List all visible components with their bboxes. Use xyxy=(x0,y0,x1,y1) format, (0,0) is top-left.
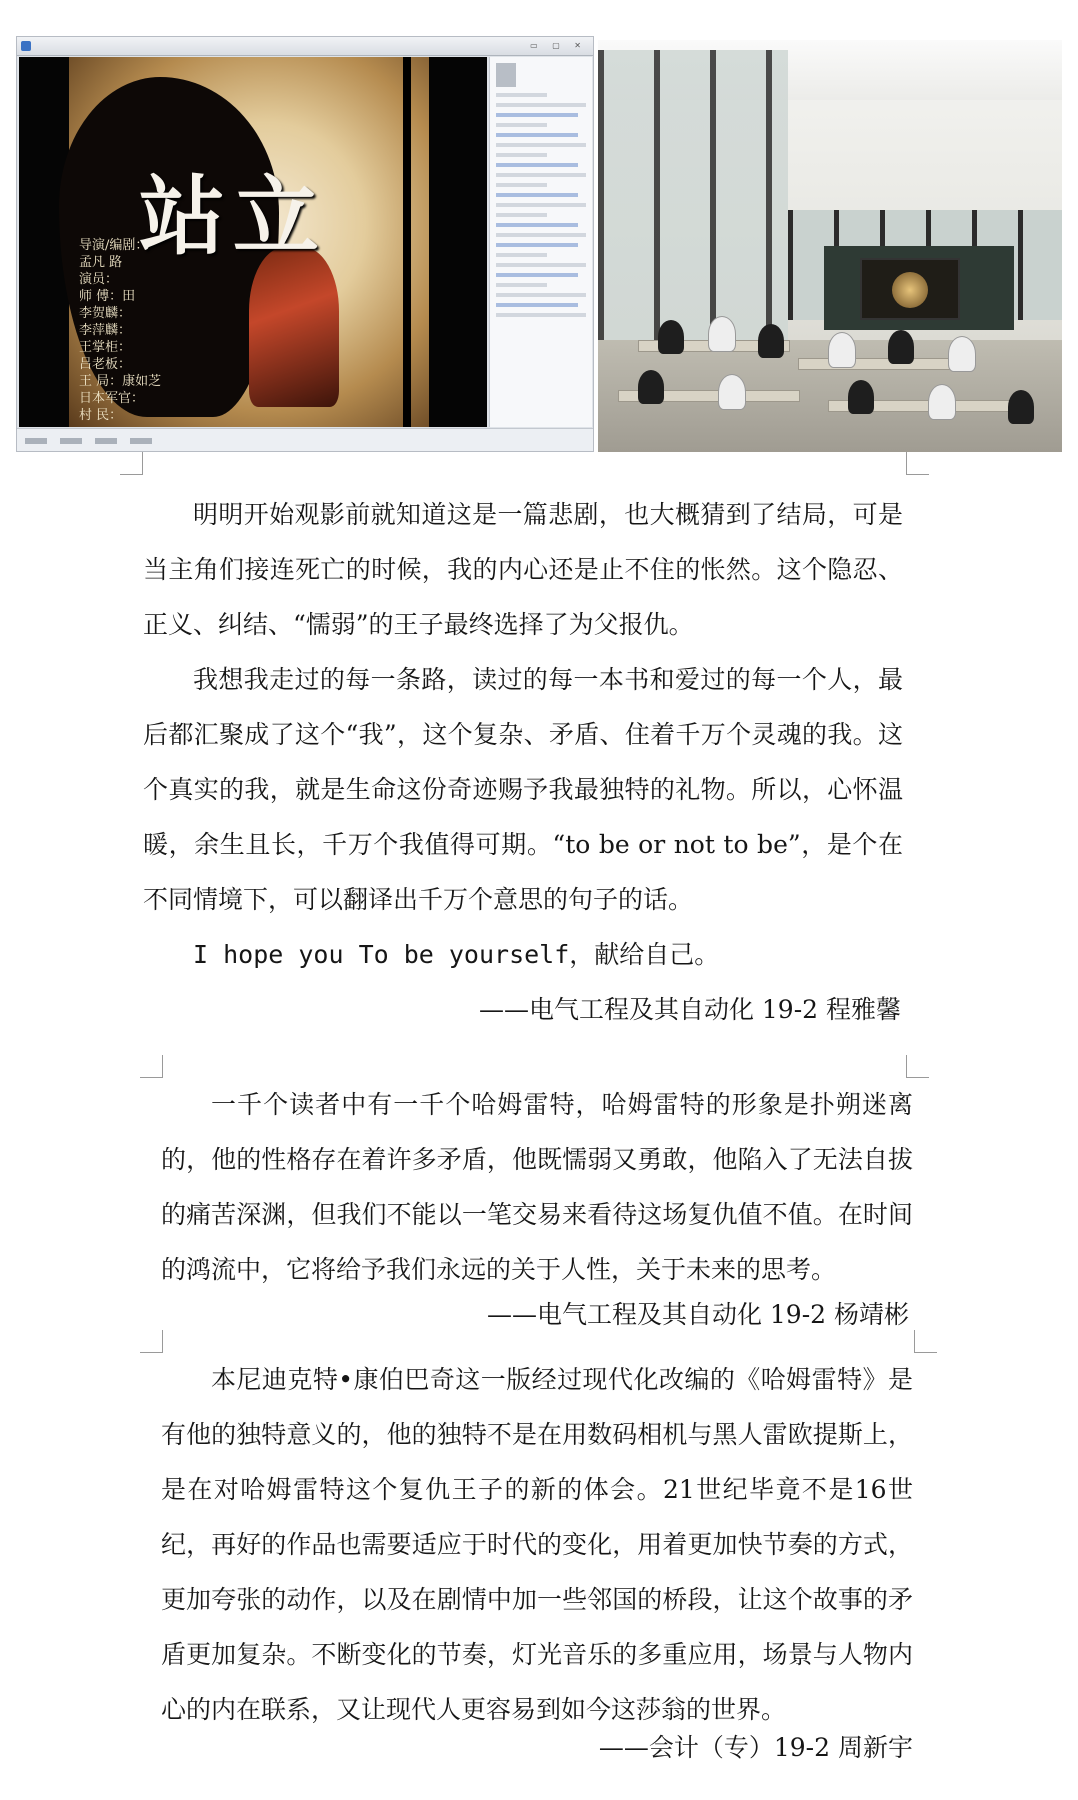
page-corner-mark xyxy=(140,1055,163,1078)
page-corner-mark xyxy=(120,452,143,475)
toolbar-button xyxy=(130,438,152,444)
credit-line: 王掌柜： xyxy=(79,340,132,355)
video-frame xyxy=(19,57,487,427)
chat-line xyxy=(496,263,586,267)
credit-line: 师 傅：田 xyxy=(79,289,136,304)
avatar xyxy=(496,63,516,87)
credit-line: 村 民： xyxy=(79,408,123,423)
page-corner-mark xyxy=(906,452,929,475)
chat-line xyxy=(496,153,547,157)
credit-line: 日本军官： xyxy=(79,391,145,406)
paragraph: 明明开始观影前就知道这是一篇悲剧，也大概猜到了结局，可是当主角们接连死亡的时候，我的内心还是止不住的怅然。这个隐忍、正义、纠结、“懦弱”的王子最终选择了为父报仇。 xyxy=(143,500,903,639)
signature: ——会计（专）19-2 周新宇 xyxy=(598,1733,913,1762)
chat-line xyxy=(496,293,586,297)
chat-line xyxy=(496,173,586,177)
toolbar-button xyxy=(60,438,82,444)
credit-line: 王 局：康如芝 xyxy=(79,374,162,389)
student xyxy=(848,380,874,414)
paragraph: 本尼迪克特•康伯巴奇这一版经过现代化改编的《哈姆雷特》是有他的独特意义的，他的独特不是在用数码相机与黑人雷欧提斯上，是在对哈姆雷特这个复仇王子的新的体会。21世纪毕竟不是16世纪，再好的作品也需要适应于时代的变化，用着更加快节奏的方式，更加夸张的动作，以及在剧情中加一些邻国的桥段，让这个故事的矛盾更加复杂。不断变化的节奏，灯光音乐的多重应用，场景与人物内心的内在联系，又让现代人更容易到如今这莎翁的世界。 xyxy=(161,1365,913,1724)
student xyxy=(928,384,956,420)
student xyxy=(708,316,736,352)
chat-line xyxy=(496,303,578,307)
signature: ——电气工程及其自动化 19-2 杨靖彬 xyxy=(486,1300,909,1329)
app-icon xyxy=(21,41,31,51)
chat-line xyxy=(496,193,578,197)
credit-line: 李萍麟： xyxy=(79,323,132,338)
chat-line xyxy=(496,313,586,317)
credit-line: 孟凡 路 xyxy=(79,255,123,270)
page-corner-mark xyxy=(914,1330,937,1353)
student xyxy=(758,324,784,358)
chat-line xyxy=(496,213,547,217)
chat-line xyxy=(496,283,547,287)
chat-sidebar xyxy=(489,57,592,427)
chat-line xyxy=(496,143,586,147)
chat-line xyxy=(496,133,578,137)
chat-line xyxy=(496,183,547,187)
video-title-overlay: 站立 xyxy=(139,166,327,267)
student xyxy=(948,336,976,372)
classroom-photo xyxy=(598,40,1062,452)
chat-line xyxy=(496,113,578,117)
student xyxy=(888,330,914,364)
video-credits xyxy=(79,237,299,424)
credit-line: 吕老板： xyxy=(79,357,132,372)
chat-line xyxy=(496,163,578,167)
video-player-screenshot xyxy=(16,36,594,452)
student xyxy=(1008,390,1034,424)
window-buttons: ▭ ▢ ✕ xyxy=(530,41,587,50)
paragraph: 我想我走过的每一条路，读过的每一本书和爱过的每一个人，最后都汇聚成了这个“我”，这个复杂、矛盾、住着千万个灵魂的我。这个真实的我，就是生命这份奇迹赐予我最独特的礼物。所以，心怀温暖，余生且长，千万个我值得可期。“to be or not to be”，是个在不同情境下，可以翻译出千万个意思的句子的话。 xyxy=(143,665,903,914)
chat-line xyxy=(496,103,586,107)
student xyxy=(718,374,746,410)
chat-line xyxy=(496,93,547,97)
chat-line xyxy=(496,273,578,277)
paragraph: 一千个读者中有一千个哈姆雷特，哈姆雷特的形象是扑朔迷离的，他的性格存在着许多矛盾，他既懦弱又勇敢，他陷入了无法自拔的痛苦深渊，但我们不能以一笔交易来看待这场复仇值不值。在时间的鸿流中，它将给予我们永远的关于人性，关于未来的思考。 xyxy=(161,1090,913,1284)
credit-line: 李贺麟： xyxy=(79,306,132,321)
player-statusbar xyxy=(17,428,593,451)
paragraph: I hope you To be yourself，献给自己。 xyxy=(193,940,720,969)
projection-screen xyxy=(860,258,960,320)
credit-line: 演员： xyxy=(79,272,119,287)
toolbar-button xyxy=(25,438,47,444)
page-corner-mark xyxy=(906,1055,929,1078)
chat-line xyxy=(496,233,586,237)
chat-line xyxy=(496,253,547,257)
frame-divider xyxy=(403,57,411,427)
student xyxy=(658,320,684,354)
student xyxy=(828,332,856,368)
chat-line xyxy=(496,223,578,227)
signature: ——电气工程及其自动化 19-2 程雅馨 xyxy=(478,995,901,1024)
credit-line: 导演/编剧： xyxy=(79,238,149,253)
page-corner-mark xyxy=(140,1330,163,1353)
chat-line xyxy=(496,203,586,207)
chat-line xyxy=(496,123,547,127)
toolbar-button xyxy=(95,438,117,444)
desk xyxy=(798,358,960,370)
chat-line xyxy=(496,243,578,247)
student xyxy=(638,370,664,404)
player-titlebar xyxy=(17,37,593,56)
